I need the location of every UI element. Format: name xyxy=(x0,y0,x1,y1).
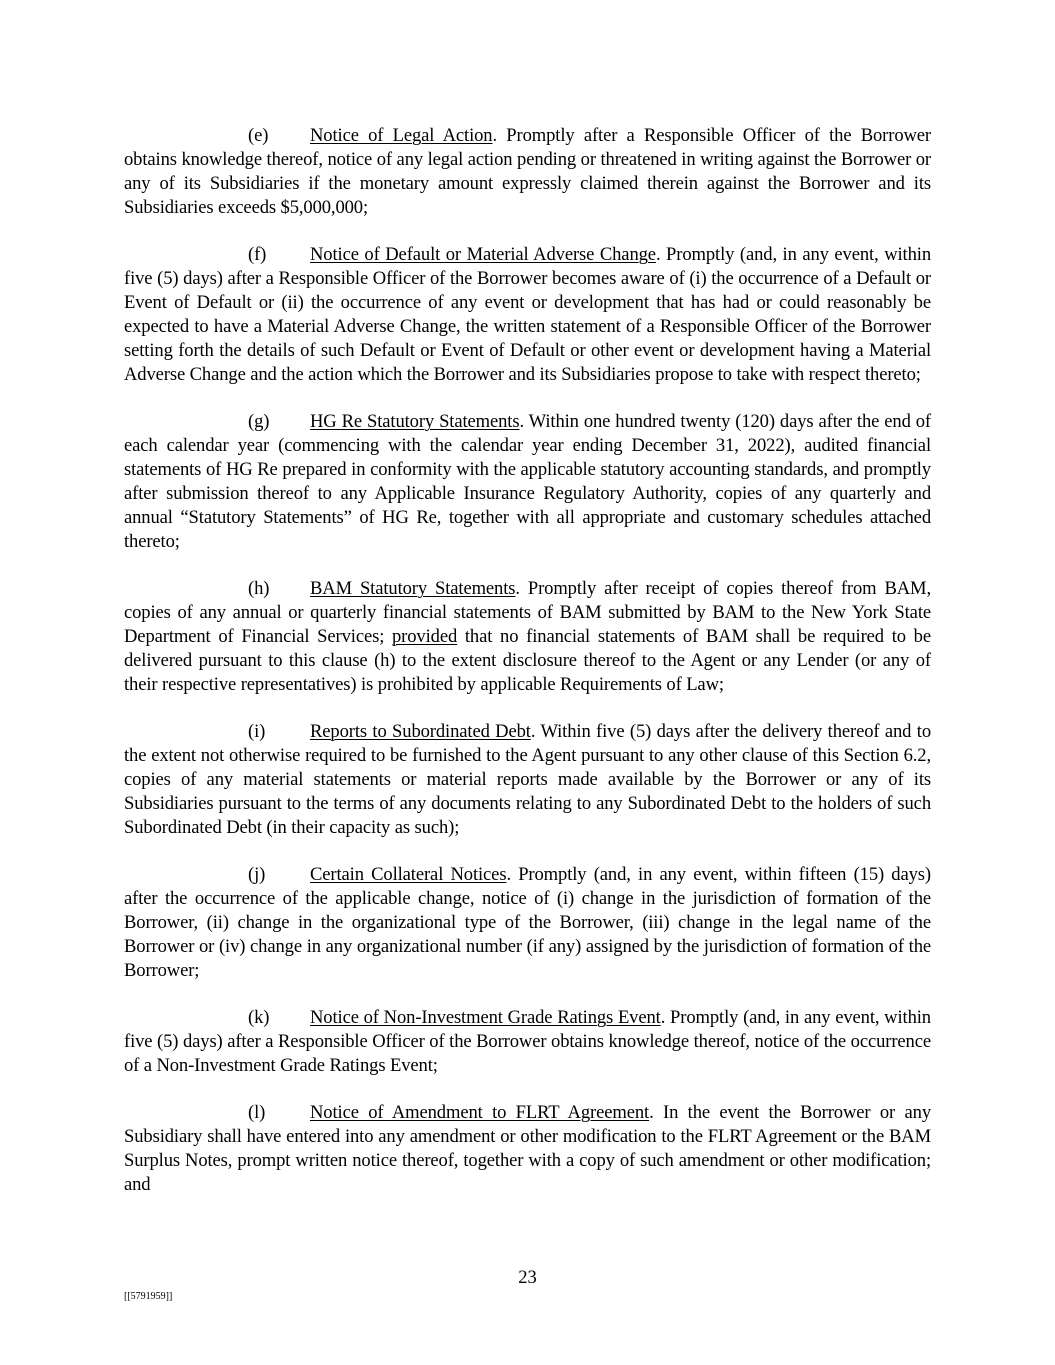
page-number: 23 xyxy=(518,1267,537,1288)
clause-text: . Promptly (and, in any event, within fifteen (15) days) after the occurrence of the applicable change, notice of (i) change in the jurisdiction of formation of the Borrower, (ii) change in the organizational type of the Borrower, (iii) change in the legal name of the Borrower or (iv) change in any organizational number (if any) assigned by the jurisdiction of formation of the Borrower; xyxy=(124,864,931,981)
clause-heading: Reports to Subordinated Debt xyxy=(310,721,531,742)
clause-text: . Promptly (and, in any event, within five (5) days) after a Responsible Officer of the Borrower obtains knowledge thereof, notice of the occurrence of a Non-Investment Grade Ratings Event; xyxy=(124,1007,931,1076)
paragraph-j xyxy=(124,863,931,983)
clause-heading: HG Re Statutory Statements xyxy=(310,411,520,432)
clause-text: that no financial statements of BAM shall be required to be delivered pursuant to this clause (h) to the extent disclosure thereof to the Agent or any Lender (or any of their respective representatives) is prohibited by applicable Requirements of Law; xyxy=(124,626,931,695)
clause-text: . Within five (5) days after the delivery thereof and to the extent not otherwise required to be furnished to the Agent pursuant to any other clause of this Section 6.2, copies of any material statements or material reports made available by the Borrower or any of its Subsidiaries pursuant to the terms of any documents relating to any Subordinated Debt to the holders of such Subordinated Debt (in their capacity as such); xyxy=(124,721,931,838)
clause-label: (f) xyxy=(248,244,267,265)
clause-label: (i) xyxy=(248,721,266,742)
clause-text: . Promptly (and, in any event, within five (5) days) after a Responsible Officer of the Borrower becomes aware of (i) the occurrence of a Default or Event of Default or (ii) the occurrence of any event or development that has had or could reasonably be expected to have a Material Adverse Change, the written statement of a Responsible Officer of the Borrower setting forth the details of such Default or Event of Default or other event or development having a Material Adverse Change and the action which the Borrower and its Subsidiaries propose to take with respect thereto; xyxy=(124,244,931,385)
document-body xyxy=(124,124,931,1220)
clause-label: (j) xyxy=(248,864,266,885)
clause-text: . Promptly after a Responsible Officer of the Borrower obtains knowledge thereof, notice of any legal action pending or threatened in writing against the Borrower or any of its Subsidiaries if the monetary amount expressly claimed therein against the Borrower and its Subsidiaries exceeds $5,000,000; xyxy=(124,125,932,218)
paragraph-e xyxy=(124,124,931,220)
clause-label: (h) xyxy=(248,578,270,599)
clause-text-before: . Promptly after receipt of copies thereof from BAM, copies of any annual or quarterly financial statements of BAM submitted by BAM to the New York State Department of Financial Services; xyxy=(124,578,931,647)
document-id: [[5791959]] xyxy=(124,1291,173,1302)
paragraph-f xyxy=(124,243,931,387)
paragraph-k xyxy=(124,1006,931,1078)
clause-label: (e) xyxy=(248,125,269,146)
clause-heading: Notice of Non-Investment Grade Ratings Event xyxy=(310,1007,661,1028)
clause-text: . In the event the Borrower or any Subsidiary shall have entered into any amendment or other modification to the FLRT Agreement or the BAM Surplus Notes, prompt written notice thereof, together with a copy of such amendment or other modification; and xyxy=(124,1102,931,1195)
paragraph-h xyxy=(124,577,931,697)
clause-label: (k) xyxy=(248,1007,270,1028)
clause-heading: Notice of Legal Action xyxy=(310,125,493,146)
clause-heading: BAM Statutory Statements xyxy=(310,578,516,599)
clause-label: (l) xyxy=(248,1102,266,1123)
paragraph-g xyxy=(124,410,931,554)
clause-heading: Notice of Default or Material Adverse Change xyxy=(310,244,656,265)
paragraph-l xyxy=(124,1101,931,1197)
clause-text: . Within one hundred twenty (120) days after the end of each calendar year (commencing with the calendar year ending December 31, 2022), audited financial statements of HG Re prepared in conformity with the applicable statutory accounting standards, and promptly after submission thereof to any Applicable Insurance Regulatory Authority, copies of any quarterly and annual “Statutory Statements” of HG Re, together with all appropriate and customary schedules attached thereto; xyxy=(124,411,931,552)
clause-heading: Notice of Amendment to FLRT Agreement xyxy=(310,1102,650,1123)
clause-heading: Certain Collateral Notices xyxy=(310,864,507,885)
clause-emphasis: provided xyxy=(392,626,458,647)
paragraph-i xyxy=(124,720,931,840)
clause-label: (g) xyxy=(248,411,270,432)
